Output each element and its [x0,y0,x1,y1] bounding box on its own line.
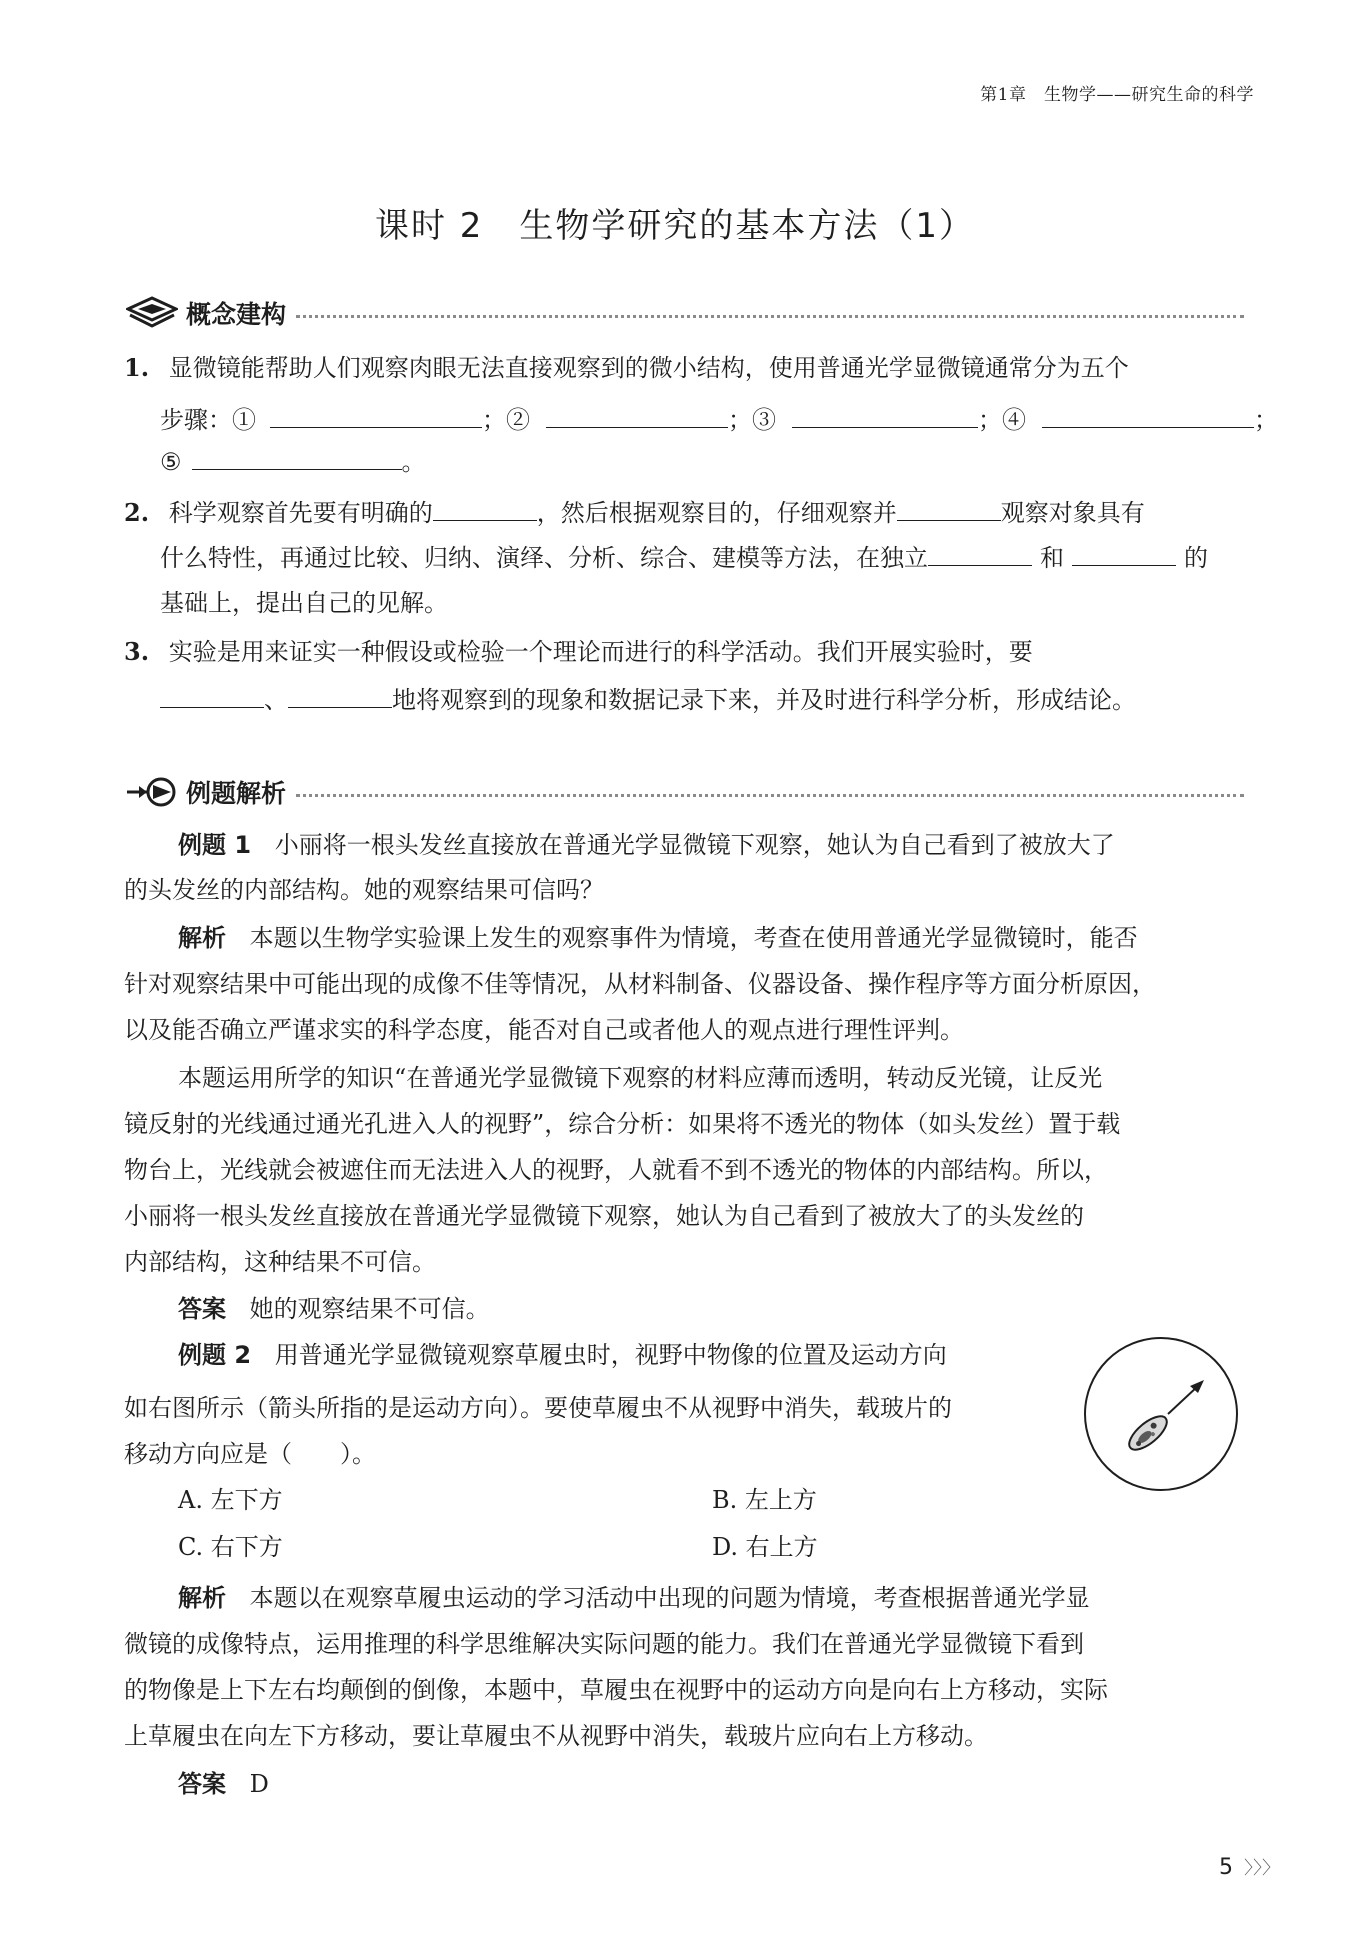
answer-blank[interactable] [270,405,482,428]
answer-blank[interactable] [192,447,402,470]
q1-line3 [160,446,426,478]
ex2-analysis-line2: 微镜的成像特点，运用推理的科学思维解决实际问题的能力。我们在普通光学显微镜下看到 [124,1630,1084,1658]
page-number-value: 5 [1219,1855,1233,1880]
answer-text: D [249,1770,269,1798]
q1-line1 [124,352,1129,384]
example-label: 例题 2 [178,1341,252,1369]
ex1-question-line1 [178,829,1115,861]
separator: ；③ [728,406,776,434]
lesson-title: 课时 2 生物学研究的基本方法（1） [374,206,976,246]
ex1-analysis-line7: 小丽将一根头发丝直接放在普通光学显微镜下观察，她认为自己看到了被放大了的头发丝的 [124,1202,1084,1230]
q2-line2 [160,542,1208,574]
ex2-answer [178,1768,269,1800]
section-header-example [124,771,1244,813]
question-text: ，然后根据观察目的，仔细观察并 [536,499,897,527]
question-text: 什么特性，再通过比较、归纳、演绎、分析、综合、建模等方法，在独立 [160,544,928,572]
answer-blank[interactable] [1042,405,1254,428]
running-head: 第1章 生物学——研究生命的科学 [980,85,1254,105]
section-divider [296,794,1244,797]
question-text: 步骤：① [160,406,256,434]
q3-line2 [160,684,1136,716]
separator: ；④ [978,406,1026,434]
ex1-analysis-line4: 本题运用所学的知识“在普通光学显微镜下观察的材料应薄而透明，转动反光镜，让反光 [178,1064,1103,1092]
question-text: 地将观察到的现象和数据记录下来，并及时进行科学分析，形成结论。 [392,686,1136,714]
question-number: 3. [124,637,150,666]
answer-blank[interactable] [288,685,392,708]
answer-blank[interactable] [1072,543,1176,566]
q2-line3: 基础上，提出自己的见解。 [160,589,448,617]
option-b[interactable]: B. 左上方 [712,1486,817,1514]
option-d[interactable]: D. 右上方 [712,1533,818,1561]
ex2-analysis-line3: 的物像是上下左右均颠倒的倒像，本题中，草履虫在视野中的运动方向是向右上方移动，实际 [124,1676,1108,1704]
question-text: 的 [1184,544,1208,572]
arrow-target-icon [124,772,180,812]
circled-number: ⑤ [160,448,182,476]
q1-line2 [160,404,1278,436]
ex1-analysis-line2: 针对观察结果中可能出现的成像不佳等情况，从材料制备、仪器设备、操作程序等方面分析原因， [124,970,1156,998]
option-c[interactable]: C. 右下方 [178,1533,283,1561]
ex1-analysis-line5: 镜反射的光线通过通光孔进入人的视野”，综合分析：如果将不透光的物体（如头发丝）置于载 [124,1110,1121,1138]
question-text: 、 [264,686,288,714]
analysis-text: 本题以在观察草履虫运动的学习活动中出现的问题为情境，考查根据普通光学显 [249,1584,1090,1612]
section-title: 例题解析 [186,779,287,808]
q2-line1 [124,497,1145,529]
answer-blank[interactable] [928,543,1032,566]
question-text: 显微镜能帮助人们观察肉眼无法直接观察到的微小结构，使用普通光学显微镜通常分为五个 [168,354,1129,382]
ex1-analysis-line6: 物台上，光线就会被遮住而无法进入人的视野，人就看不到不透光的物体的内部结构。所以， [124,1156,1108,1184]
ex2-question-line3: 移动方向应是（ ）。 [124,1440,376,1468]
page-number [1219,1854,1280,1880]
section-header-concept [124,292,1244,334]
ex1-analysis-line1 [178,922,1138,954]
answer-blank[interactable] [897,498,1001,521]
ex2-question-line2: 如右图所示（箭头所指的是运动方向）。要使草履虫不从视野中消失，载玻片的 [124,1394,952,1422]
answer-blank[interactable] [433,498,537,521]
question-text: 观察对象具有 [1000,499,1145,527]
example-label: 例题 1 [178,831,252,859]
question-text: 。 [401,448,426,476]
question-text: 科学观察首先要有明确的 [168,499,433,527]
ex1-answer [178,1293,490,1325]
section-title: 概念建构 [186,300,287,329]
ex2-analysis-line1 [178,1582,1090,1614]
analysis-label: 解析 [178,924,226,952]
chevrons-icon: 〉〉〉 [1244,1858,1280,1879]
ex1-question-line2: 的头发丝的内部结构。她的观察结果可信吗？ [124,876,604,904]
q3-line1 [124,636,1033,668]
ex2-question-line1 [178,1339,947,1371]
microscope-field-figure [1082,1335,1240,1493]
ex1-analysis-line3: 以及能否确立严谨求实的科学态度，能否对自己或者他人的观点进行理性评判。 [124,1016,964,1044]
analysis-label: 解析 [178,1584,226,1612]
question-number: 1. [124,353,150,382]
analysis-text: 本题以生物学实验课上发生的观察事件为情境，考查在使用普通光学显微镜时，能否 [249,924,1138,952]
separator: ；② [482,406,530,434]
question-text: 和 [1040,544,1064,572]
diamond-layers-icon [124,293,180,333]
question-text: 实验是用来证实一种假设或检验一个理论而进行的科学活动。我们开展实验时，要 [168,638,1033,666]
answer-label: 答案 [178,1770,226,1798]
ex2-analysis-line4: 上草履虫在向左下方移动，要让草履虫不从视野中消失，载玻片应向右上方移动。 [124,1722,988,1750]
answer-blank[interactable] [160,685,264,708]
answer-label: 答案 [178,1295,226,1323]
answer-text: 她的观察结果不可信。 [249,1295,490,1323]
question-text: 用普通光学显微镜观察草履虫时，视野中物像的位置及运动方向 [274,1341,947,1369]
option-a[interactable]: A. 左下方 [178,1486,283,1514]
answer-blank[interactable] [546,405,728,428]
question-text: 小丽将一根头发丝直接放在普通光学显微镜下观察，她认为自己看到了被放大了 [274,831,1115,859]
ex1-analysis-line8: 内部结构，这种结果不可信。 [124,1248,436,1276]
question-number: 2. [124,498,150,527]
separator: ； [1254,406,1278,434]
section-divider [296,315,1244,318]
answer-blank[interactable] [792,405,978,428]
